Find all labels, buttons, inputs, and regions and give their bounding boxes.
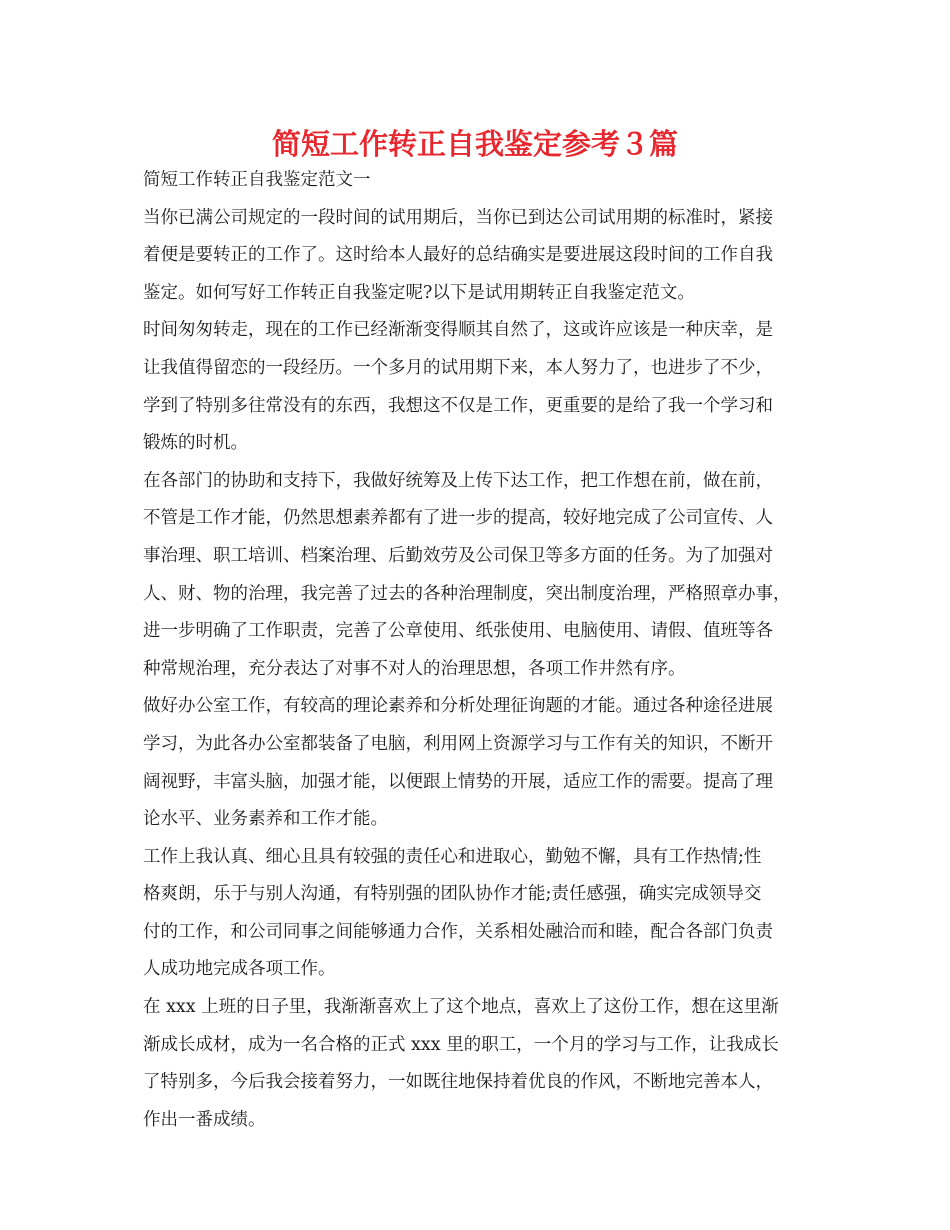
paragraph-line: 种常规治理，充分表达了对事不对人的治理思想，各项工作井然有序。 bbox=[143, 658, 686, 679]
paragraph-line: 渐成长成材，成为一名合格的正式 xxx 里的职工，一个月的学习与工作，让我成长 bbox=[143, 1034, 779, 1055]
paragraph-line: 不管是工作才能，仍然思想素养都有了进一步的提高，较好地完成了公司宣传、人 bbox=[143, 508, 773, 529]
paragraph-line: 学习，为此各办公室都装备了电脑，利用网上资源学习与工作有关的知识，不断开 bbox=[143, 733, 773, 754]
paragraph-line: 进一步明确了工作职责，完善了公章使用、纸张使用、电脑使用、请假、值班等各 bbox=[143, 621, 773, 642]
document-body bbox=[143, 162, 823, 1139]
paragraph-line: 在 xxx 上班的日子里，我渐渐喜欢上了这个地点，喜欢上了这份工作，想在这里渐 bbox=[143, 997, 779, 1018]
paragraph-line: 在各部门的协助和支持下，我做好统筹及上传下达工作，把工作想在前，做在前， bbox=[143, 470, 773, 491]
paragraph-line: 了特别多，今后我会接着努力，一如既往地保持着优良的作风，不断地完善本人， bbox=[143, 1072, 773, 1093]
paragraph-line: 格爽朗，乐于与别人沟通，有特别强的团队协作才能;责任感强，确实完成领导交 bbox=[143, 884, 762, 905]
paragraph-line: 工作上我认真、细心且具有较强的责任心和进取心，勤勉不懈，具有工作热情;性 bbox=[143, 846, 762, 867]
subtitle bbox=[143, 162, 823, 200]
paragraph-line: 人、财、物的治理，我完善了过去的各种治理制度，突出制度治理，严格照章办事， bbox=[143, 583, 791, 604]
paragraph-3 bbox=[143, 463, 823, 689]
paragraph-line: 让我值得留恋的一段经历。一个多月的试用期下来，本人努力了，也进步了不少， bbox=[143, 357, 773, 378]
paragraph-line: 阔视野，丰富头脑，加强才能，以便跟上情势的开展，适应工作的需要。提高了理 bbox=[143, 771, 773, 792]
paragraph-6 bbox=[143, 989, 823, 1139]
paragraph-line: 当你已满公司规定的一段时间的试用期后，当你已到达公司试用期的标准时，紧接 bbox=[143, 207, 773, 228]
paragraph-line: 鉴定。如何写好工作转正自我鉴定呢?以下是试用期转正自我鉴定范文。 bbox=[143, 282, 695, 303]
paragraph-1 bbox=[143, 200, 823, 313]
paragraph-5 bbox=[143, 839, 823, 989]
paragraph-line: 锻炼的时机。 bbox=[143, 433, 248, 454]
paragraph-line: 时间匆匆转走，现在的工作已经渐渐变得顺其自然了，这或许应该是一种庆幸，是 bbox=[143, 320, 773, 341]
subtitle-line: 简短工作转正自我鉴定范文一 bbox=[143, 170, 371, 190]
document-title: 简短工作转正自我鉴定参考３篇 bbox=[271, 127, 678, 161]
paragraph-line: 事治理、职工培训、档案治理、后勤效劳及公司保卫等多方面的任务。为了加强对 bbox=[143, 545, 773, 566]
paragraph-line: 学到了特别多往常没有的东西，我想这不仅是工作，更重要的是给了我一个学习和 bbox=[143, 395, 773, 416]
paragraph-line: 作出一番成绩。 bbox=[143, 1109, 266, 1130]
paragraph-line: 论水平、业务素养和工作才能。 bbox=[143, 809, 388, 830]
paragraph-line: 人成功地完成各项工作。 bbox=[143, 959, 336, 980]
paragraph-line: 做好办公室工作，有较高的理论素养和分析处理征询题的才能。通过各种途径进展 bbox=[143, 696, 773, 717]
paragraph-line: 付的工作，和公司同事之间能够通力合作，关系相处融洽而和睦，配合各部门负责 bbox=[143, 921, 773, 942]
paragraph-line: 着便是要转正的工作了。这时给本人最好的总结确实是要进展这段时间的工作自我 bbox=[143, 245, 773, 266]
paragraph-4 bbox=[143, 688, 823, 838]
paragraph-2 bbox=[143, 312, 823, 462]
